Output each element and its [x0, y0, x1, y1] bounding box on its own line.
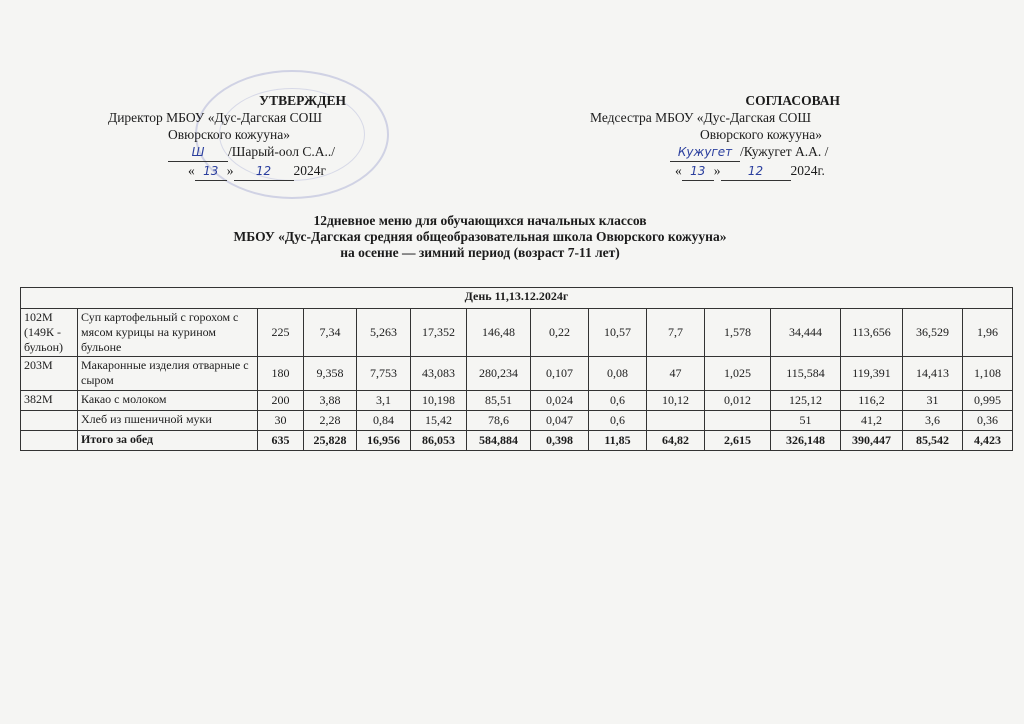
dish-code	[21, 411, 78, 431]
nutrition-value: 1,96	[963, 309, 1013, 357]
dish-code: 382М	[21, 391, 78, 411]
nutrition-value: 3,6	[903, 411, 963, 431]
title-line3: на осенне — зимний период (возраст 7-11 лет)	[340, 245, 620, 260]
nutrition-value: 47	[647, 357, 705, 391]
text: »	[226, 163, 234, 178]
nutrition-value: 2,28	[304, 411, 357, 431]
nutrition-value: 14,413	[903, 357, 963, 391]
nutrition-value: 1,025	[705, 357, 771, 391]
table-row	[21, 309, 1013, 357]
nutrition-value: 34,444	[771, 309, 841, 357]
approved-heading: УТВЕРЖДЕН	[259, 93, 346, 108]
nutrition-value: 635	[258, 431, 304, 451]
table-row	[21, 357, 1013, 391]
nutrition-value: 43,083	[411, 357, 467, 391]
text: 12	[255, 164, 272, 178]
nutrition-value: 115,584	[771, 357, 841, 391]
nutrition-value: 30	[258, 411, 304, 431]
agreed-date	[590, 162, 840, 181]
dish-code: 203М	[21, 357, 78, 391]
nutrition-value: 225	[258, 309, 304, 357]
nutrition-value: 0,995	[963, 391, 1013, 411]
agreed-line2: Овюрского кожууна»	[700, 127, 822, 142]
day-row	[21, 288, 1013, 309]
approved-name: /Шарый-оол С.А../	[228, 144, 335, 159]
agreed-signature: Кужугет	[677, 145, 733, 159]
nutrition-value: 36,529	[903, 309, 963, 357]
table-row	[21, 391, 1013, 411]
dish-name: Хлеб из пшеничной муки	[78, 411, 258, 431]
nutrition-value: 0,398	[531, 431, 589, 451]
text: 13	[690, 164, 706, 178]
nutrition-value: 1,578	[705, 309, 771, 357]
dish-code: 102М (149К - бульон)	[21, 309, 78, 357]
dish-name: Макаронные изделия отварные с сыром	[78, 357, 258, 391]
text: »	[713, 163, 721, 178]
nutrition-value: 4,423	[963, 431, 1013, 451]
nutrition-value: 0,047	[531, 411, 589, 431]
menu-table	[20, 287, 1013, 451]
nutrition-value: 86,053	[411, 431, 467, 451]
total-row	[21, 431, 1013, 451]
agreed-heading: СОГЛАСОВАН	[745, 93, 840, 108]
nutrition-value: 0,6	[589, 411, 647, 431]
nutrition-value: 0,22	[531, 309, 589, 357]
nutrition-value: 0,107	[531, 357, 589, 391]
title-line2: МБОУ «Дус-Дагская средняя общеобразовательная школа Овюрского кожууна»	[233, 229, 727, 244]
nutrition-value: 25,828	[304, 431, 357, 451]
text: «	[675, 163, 682, 178]
agreed-block	[590, 92, 840, 181]
day-label: День 11,13.12.2024г	[21, 288, 1013, 309]
nutrition-value: 584,884	[467, 431, 531, 451]
table-row	[21, 411, 1013, 431]
nutrition-value: 125,12	[771, 391, 841, 411]
nutrition-value: 31	[903, 391, 963, 411]
text: 2024г.	[790, 163, 825, 178]
nutrition-value: 0,08	[589, 357, 647, 391]
nutrition-value: 16,956	[357, 431, 411, 451]
dish-name: Какао с молоком	[78, 391, 258, 411]
nutrition-value: 119,391	[841, 357, 903, 391]
nutrition-value: 390,447	[841, 431, 903, 451]
approved-block	[108, 92, 368, 181]
total-label: Итого за обед	[78, 431, 258, 451]
menu-title	[160, 213, 800, 261]
nutrition-value: 0,012	[705, 391, 771, 411]
nutrition-value: 10,57	[589, 309, 647, 357]
nutrition-value: 51	[771, 411, 841, 431]
nutrition-value	[647, 411, 705, 431]
nutrition-value: 7,34	[304, 309, 357, 357]
nutrition-value: 5,263	[357, 309, 411, 357]
nutrition-value: 11,85	[589, 431, 647, 451]
nutrition-value: 7,753	[357, 357, 411, 391]
nutrition-value: 17,352	[411, 309, 467, 357]
nutrition-value: 10,12	[647, 391, 705, 411]
approved-signature: Ш	[191, 145, 205, 159]
nutrition-value: 0,36	[963, 411, 1013, 431]
nutrition-value: 85,542	[903, 431, 963, 451]
nutrition-value: 78,6	[467, 411, 531, 431]
approved-line1: Директор МБОУ «Дус-Дагская СОШ	[108, 110, 322, 125]
text: 2024г	[293, 163, 327, 178]
agreed-name: /Кужугет А.А. /	[740, 144, 829, 159]
nutrition-value: 10,198	[411, 391, 467, 411]
nutrition-value: 85,51	[467, 391, 531, 411]
text: 13	[203, 164, 219, 178]
nutrition-value: 116,2	[841, 391, 903, 411]
nutrition-value: 9,358	[304, 357, 357, 391]
nutrition-value: 0,84	[357, 411, 411, 431]
nutrition-value: 1,108	[963, 357, 1013, 391]
nutrition-value: 15,42	[411, 411, 467, 431]
nutrition-value: 0,024	[531, 391, 589, 411]
agreed-line1: Медсестра МБОУ «Дус-Дагская СОШ	[590, 110, 811, 125]
nutrition-value: 41,2	[841, 411, 903, 431]
nutrition-value	[705, 411, 771, 431]
text: 12	[747, 164, 764, 178]
title-line1: 12дневное меню для обучающихся начальных классов	[313, 213, 647, 228]
nutrition-value: 146,48	[467, 309, 531, 357]
approved-date	[108, 162, 368, 181]
approved-line2: Овюрского кожууна»	[168, 127, 290, 142]
nutrition-value: 3,1	[357, 391, 411, 411]
nutrition-value: 326,148	[771, 431, 841, 451]
nutrition-value: 180	[258, 357, 304, 391]
text: «	[188, 163, 195, 178]
nutrition-value: 3,88	[304, 391, 357, 411]
nutrition-value: 2,615	[705, 431, 771, 451]
nutrition-value: 200	[258, 391, 304, 411]
nutrition-value: 64,82	[647, 431, 705, 451]
nutrition-value: 7,7	[647, 309, 705, 357]
nutrition-value: 113,656	[841, 309, 903, 357]
nutrition-value: 280,234	[467, 357, 531, 391]
dish-name: Суп картофельный с горохом с мясом курицы на курином бульоне	[78, 309, 258, 357]
nutrition-value: 0,6	[589, 391, 647, 411]
